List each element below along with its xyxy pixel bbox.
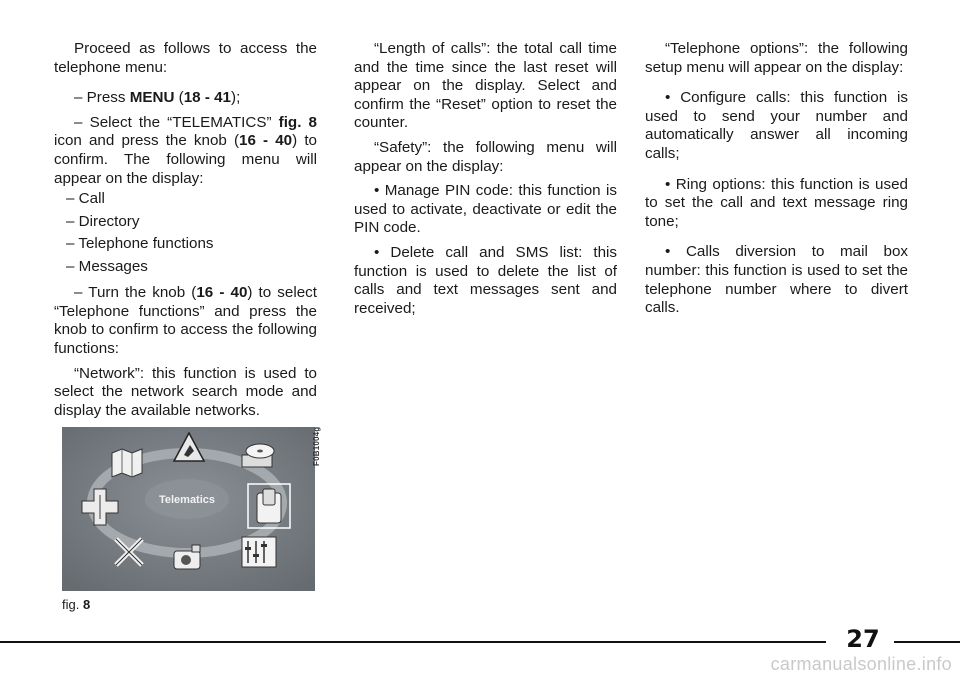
telematics-display-graphic [62,427,315,591]
step-turn-knob [54,284,317,358]
calls-diversion-bullet: • Calls diversion to mail box number: this function is used to set the telephone number where to divert calls. [645,243,908,317]
step-select-telematics [54,114,317,188]
menu-list [54,188,317,278]
menu-list-item: – Directory [66,212,140,230]
step2-suffix: ) to confirm. The following menu will appear on the display: [54,132,317,187]
column-1 [54,40,317,420]
step1-ref: 18 - 41 [183,89,232,107]
column-2 [354,40,617,318]
step3-suffix: ) to select “Telephone functions” and press the knob to confirm to access the following functions: [54,284,317,357]
telematics-center-label: Telematics [158,494,216,506]
delete-call-list-bullet: • Delete call and SMS list: this function is used to delete the list of calls and text messages sent and received; [354,243,617,317]
page-number: 27 [846,625,880,653]
menu-list-item: – Telephone functions [66,235,214,253]
ring-options-bullet: • Ring options: this function is used to set the call and text message ring tone; [645,175,908,230]
figure-caption [62,597,90,612]
caption-number: 8 [82,597,91,612]
length-of-calls-text: “Length of calls”: the total call time and the time since the last reset will appear on the display. Select and confirm the “Reset” option to reset the counter. [354,40,617,132]
watermark: carmanualsonline.info [770,654,952,674]
telematics-display-figure [62,427,315,591]
footer-rule-left [0,641,826,643]
step1-suffix: ); [231,89,241,107]
step1-prefix: – Press [74,89,130,107]
menu-list-item: – Messages [66,257,148,275]
step2-ref: 16 - 40 [239,132,293,150]
menu-key-label: MENU [129,89,175,107]
caption-prefix: fig. [62,597,83,612]
menu-list-item: – Call [66,190,105,208]
step2-prefix: – Select the “TELEMATICS” [74,113,279,131]
manage-pin-bullet: • Manage PIN code: this function is used to activate, deactivate or edit the PIN code. [354,182,617,237]
footer-rule-right [894,641,960,643]
intro-text: Proceed as follows to access the telephone menu: [54,40,317,76]
telephone-icon [257,489,281,523]
column-3 [645,40,908,318]
telephone-options-text: “Telephone options”: the following setup menu will appear on the display: [645,40,908,76]
configure-calls-bullet: • Configure calls: this function is used to send your number and automatically answer all incoming calls; [645,89,908,162]
step3-ref: 16 - 40 [196,284,248,302]
figure-code: F0B1004g [312,426,321,466]
safety-text: “Safety”: the following menu will appear on the display: [354,138,617,175]
step2-fig-ref: fig. 8 [278,113,317,131]
network-text: “Network”: this function is used to select the network search mode and display the available networks. [54,364,317,419]
settings-sliders-icon [242,537,276,567]
step1-mid: ( [174,89,184,107]
step2-mid: icon and press the knob ( [54,132,240,150]
step3-prefix: – Turn the knob ( [74,284,197,302]
map-icon [112,449,142,477]
step-press-menu [54,89,317,108]
